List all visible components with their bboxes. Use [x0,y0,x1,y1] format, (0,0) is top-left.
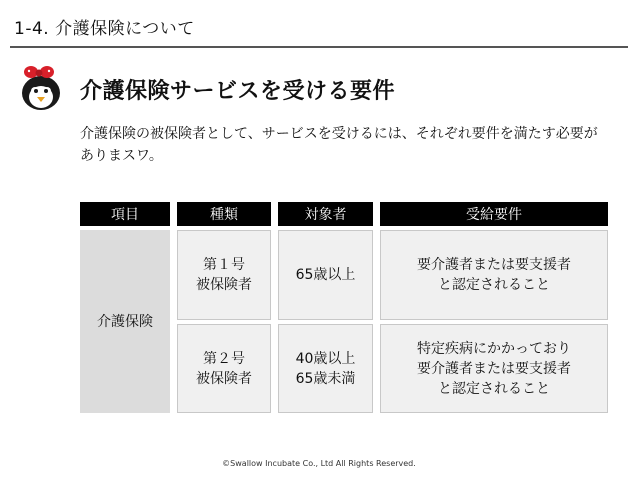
body-text: 介護保険の被保険者として、サービスを受けるには、それぞれ要件を満たす必要がありまスワ。 [80,126,598,164]
header-item: 項目 [80,202,170,226]
page-heading: 介護保険サービスを受ける要件 [80,79,396,104]
category-cell: 介護保険 [80,230,170,413]
header-target: 対象者 [278,202,373,226]
header-type: 種類 [177,202,271,226]
copyright-footer: ©Swallow Incubate Co., Ltd All Rights Reserved. [222,459,416,468]
section-title: 1-4. 介護保険について [14,19,195,39]
title-divider [10,46,628,48]
requirement-cell-1: 要介護者または要支援者 と認定されること [380,230,608,320]
target-cell-2: 40歳以上 65歳未満 [278,324,373,413]
requirement-cell-2: 特定疾病にかかっており 要介護者または要支援者 と認定されること [380,324,608,413]
type-cell-2: 第２号 被保険者 [177,324,271,413]
type-cell-1: 第１号 被保険者 [177,230,271,320]
target-cell-1: 65歳以上 [278,230,373,320]
header-requirement: 受給要件 [380,202,608,226]
swallow-mascot-icon [18,64,64,112]
